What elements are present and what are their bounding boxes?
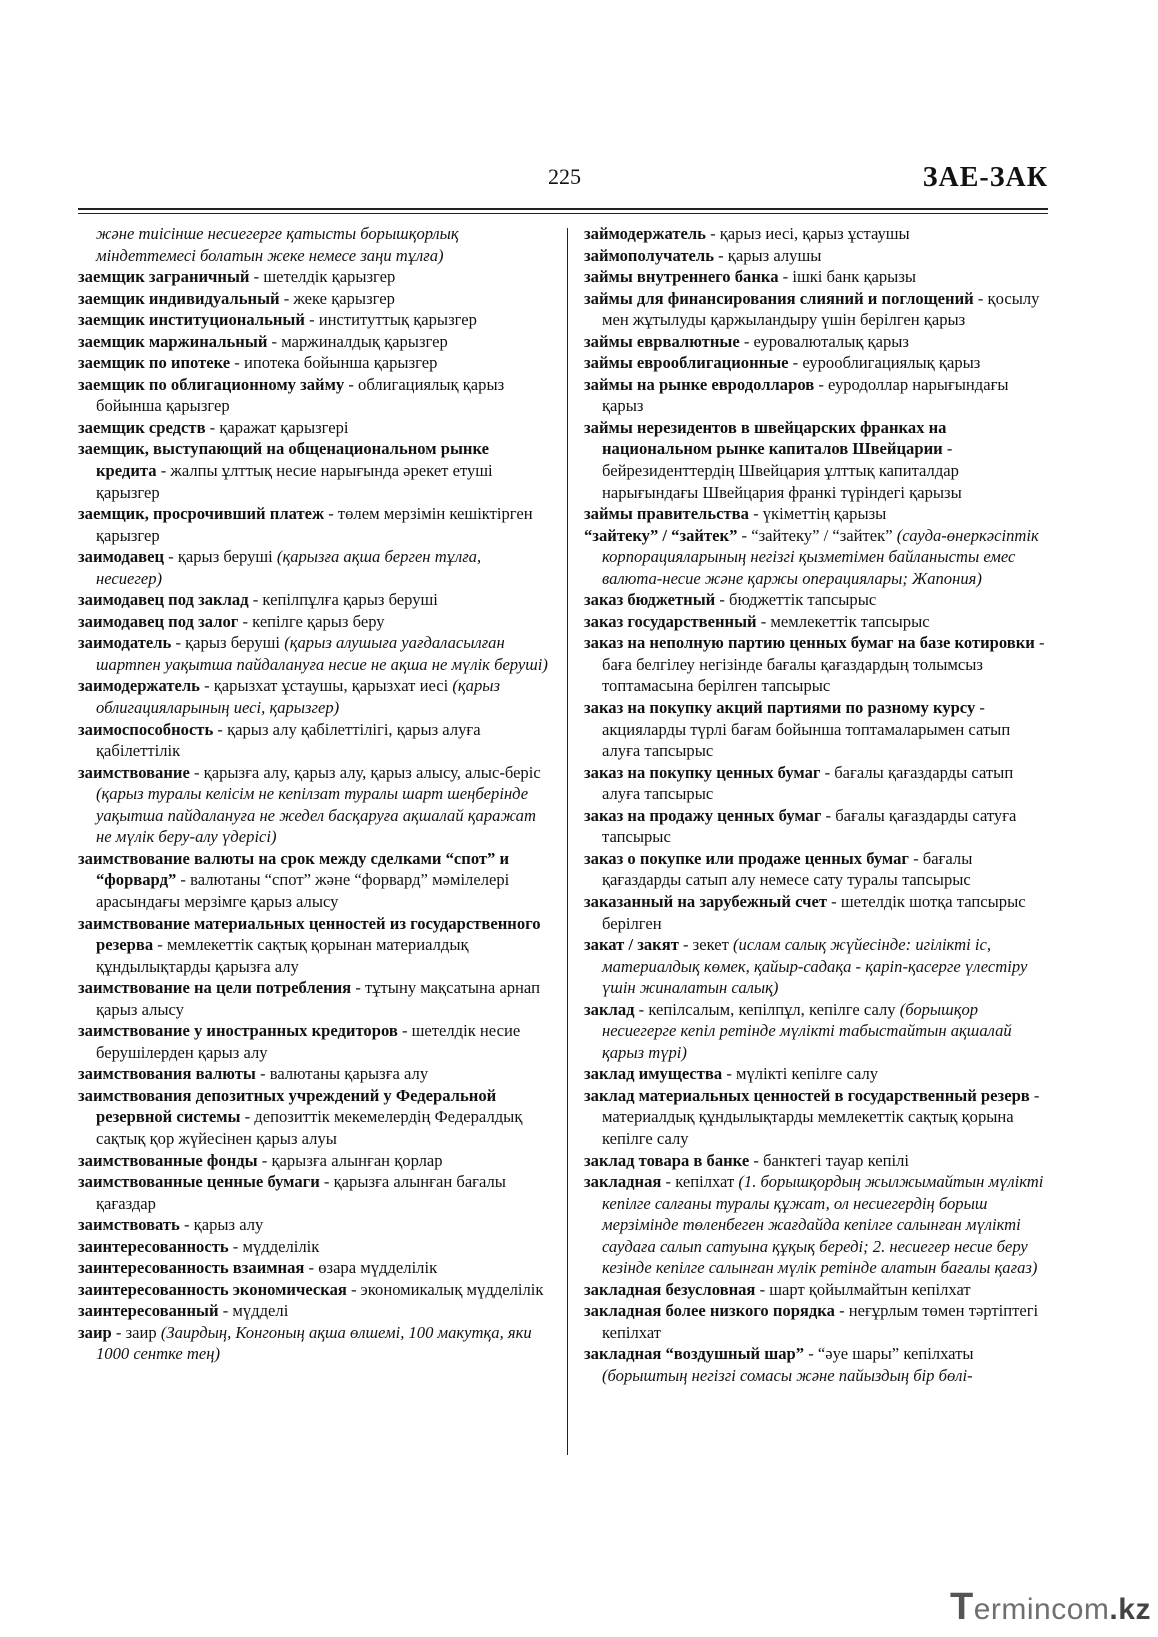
entry-term: заклад товара в банке xyxy=(584,1150,750,1170)
dictionary-entry xyxy=(584,1300,1052,1343)
entry-term: заемщик институциональный xyxy=(78,310,305,330)
dictionary-entry xyxy=(78,1063,550,1085)
entry-term: заинтересованность взаимная xyxy=(78,1258,305,1278)
dictionary-entry xyxy=(78,589,550,611)
dictionary-entry xyxy=(78,1171,550,1214)
dictionary-entry xyxy=(78,1322,550,1365)
dictionary-entry xyxy=(78,611,550,633)
entry-note: (борышқор несиегерге кепіл ретінде мүлікті табыстайтын ақшалай қарыз түрі) xyxy=(602,999,1012,1062)
dictionary-entry xyxy=(78,675,550,718)
entry-term: закладная безусловная xyxy=(584,1279,756,1299)
dictionary-entry xyxy=(584,697,1052,762)
termincom-logo xyxy=(950,1586,1151,1629)
entry-term: займодержатель xyxy=(584,224,706,243)
entry-definition: - еурооблигациялық қарыз xyxy=(788,353,981,373)
dictionary-entry xyxy=(78,288,550,310)
entry-definition: - қарызға алынған қорлар xyxy=(257,1150,443,1170)
entry-term: заимствование материальных ценностей из государственного резерва xyxy=(78,913,541,955)
dictionary-entry xyxy=(584,999,1052,1064)
entry-term: закладная “воздушный шар” xyxy=(584,1344,805,1364)
entry-term: заказ о покупке или продаже ценных бумаг xyxy=(584,848,909,868)
entry-term: заемщик заграничный xyxy=(78,267,250,287)
entry-term: заимодавец xyxy=(78,547,165,567)
entry-term: займополучатель xyxy=(584,245,714,265)
entry-definition: - шетелдік несие берушілерден қарыз алу xyxy=(96,1021,521,1062)
section-range: ЗАЕ-ЗАК xyxy=(922,162,1048,193)
entry-term: займы внутреннего банка xyxy=(584,267,779,287)
entry-term: заклад имущества xyxy=(584,1064,723,1084)
entry-term: заинтересованный xyxy=(78,1301,219,1321)
entry-term: заимствованные фонды xyxy=(78,1150,258,1170)
entry-term: заимодержатель xyxy=(78,676,200,696)
entry-note: (1. борышқордың жылжымайтын мүлікті кепілге салғаны туралы құжат, ол несиегердің борыш мерзімінде төленбеген жағдайда кепілге салынған мүлікті саудаға салып сатуына құқық береді; 2. несиегер несие беру кезінде кепілге салынған мүлік ретінде алатын бағалы қағаз) xyxy=(602,1172,1044,1278)
dictionary-entry xyxy=(78,719,550,762)
dictionary-entry xyxy=(584,503,1052,525)
dictionary-entry xyxy=(78,374,550,417)
entry-definition: - тұтыну мақсатына арнап қарыз алысу xyxy=(96,978,540,1019)
entry-definition: - үкіметтің қарызы xyxy=(748,504,887,524)
entry-definition: - маржиналдық қарызгер xyxy=(267,331,448,351)
entry-definition: - шарт қойылмайтын кепілхат xyxy=(755,1279,971,1299)
dictionary-entry xyxy=(78,1085,550,1150)
entry-note: (ислам салық жүйесінде: игілікті іс, материалдық көмек, қайыр-садақа - қаріп-қасерге үлестіру үшін жиналатын салық) xyxy=(602,935,1028,998)
entry-definition: - бюджеттік тапсырыс xyxy=(715,590,877,610)
dictionary-entry xyxy=(78,1214,550,1236)
entry-definition: - кепілпұлға қарыз беруші xyxy=(248,590,438,610)
dictionary-entry xyxy=(584,374,1052,417)
dictionary-entry xyxy=(584,632,1052,697)
entry-term: заимствование xyxy=(78,762,190,782)
entry-definition: - жалпы ұлттық несие нарығында әрекет етуші қарызгер xyxy=(96,461,493,502)
entry-definition: - “зайтеку” / “зайтек” xyxy=(737,525,897,545)
entry-term: заимствование на цели потребления xyxy=(78,978,352,998)
entry-definition: - төлем мерзімін кешіктірген қарызгер xyxy=(96,504,533,545)
entry-term: займы еврооблигационные xyxy=(584,353,789,373)
dictionary-entry xyxy=(584,223,1052,245)
dictionary-entry xyxy=(584,1171,1052,1279)
entry-definition: - қарызға алу, қарыз алу, қарыз алысу, алыс-беріс xyxy=(189,762,541,782)
entry-term: заинтересованность экономическая xyxy=(78,1279,347,1299)
entry-definition: - валютаны “спот” және “форвард” мәмілелері арасындағы мерзімге қарыз алысу xyxy=(96,870,510,911)
entry-note: (қарыз туралы келісім не кепілзат туралы шарт шеңберінде уақытша пайдалануға не жедел басқаруға ақшалай қаражат не мүлік беру-алу үдерісі) xyxy=(96,784,536,847)
entry-definition: - кепілхат xyxy=(661,1172,739,1192)
entry-definition: - экономикалық мүдделілік xyxy=(346,1279,544,1299)
dictionary-entry xyxy=(584,934,1052,999)
header-rule-thick xyxy=(78,208,1048,210)
entry-note: (сауда-өнеркәсіптік корпорацияларының негізгі қызметімен байланысты емес валюта-несие және қаржы операциялары; Жапония) xyxy=(602,525,1039,588)
entry-term: займы на рынке евродолларов xyxy=(584,374,815,394)
entry-term: займы правительства xyxy=(584,504,749,524)
dictionary-entry xyxy=(584,1063,1052,1085)
dictionary-entry xyxy=(584,1085,1052,1150)
entry-definition: - “әуе шары” кепілхаты xyxy=(804,1344,974,1364)
entry-term: заир xyxy=(78,1322,112,1342)
entry-term: займы для финансирования слияний и поглощений xyxy=(584,288,974,308)
dictionary-entry xyxy=(584,352,1052,374)
entry-term: заимствованные ценные бумаги xyxy=(78,1172,320,1192)
entry-definition: - акцияларды түрлі бағам бойынша топтамаларымен сатып алуға тапсырыс xyxy=(602,698,1011,761)
dictionary-entry xyxy=(584,611,1052,633)
entry-definition: - бағалы қағаздарды сатуға тапсырыс xyxy=(602,805,1017,847)
entry-definition: - баға белгілеу негізінде бағалы қағаздардың толымсыз топтамасына берілген тапсырыс xyxy=(602,633,1045,696)
dictionary-entry xyxy=(78,331,550,353)
page-header xyxy=(78,160,1048,206)
dictionary-entry xyxy=(78,1236,550,1258)
entry-definition: - қарыз алу xyxy=(179,1215,264,1235)
entry-term: заемщик, просрочивший платеж xyxy=(78,504,325,524)
entry-term: заемщик индивидуальный xyxy=(78,288,280,308)
entry-note: (борыштың негізгі сомасы және пайыздың бір бөлі- xyxy=(602,1365,973,1385)
entry-definition: - бағалы қағаздарды сатып алу немесе сату туралы тапсырыс xyxy=(602,848,973,890)
entry-definition: - мүлікті кепілге салу xyxy=(722,1064,879,1084)
entry-definition: - жеке қарызгер xyxy=(279,288,395,308)
dictionary-entry xyxy=(78,223,550,266)
entry-definition: - институттық қарызгер xyxy=(304,310,477,330)
entry-term: займы еврвалютные xyxy=(584,331,740,351)
entry-note: (қарызға ақша берген тұлға, несиегер) xyxy=(96,547,482,588)
dictionary-entry xyxy=(584,891,1052,934)
entry-definition: - бағалы қағаздарды сатып алуға тапсырыс xyxy=(602,762,1014,804)
entry-definition: - ішкі банк қарызы xyxy=(778,267,917,287)
logo-name: ermincom xyxy=(973,1593,1110,1626)
entry-definition: - мүдделілік xyxy=(228,1236,320,1256)
dictionary-entry xyxy=(78,848,550,913)
dictionary-entry xyxy=(584,1279,1052,1301)
dictionary-entry xyxy=(584,805,1052,848)
dictionary-entry xyxy=(78,352,550,374)
right-column xyxy=(584,223,1052,1387)
entry-definition: - мемлекеттік тапсырыс xyxy=(756,611,930,631)
dictionary-entry xyxy=(584,266,1052,288)
entry-term: заемщик, выступающий на общенациональном рынке кредита xyxy=(78,439,489,481)
entry-term: заимствования депозитных учреждений у Федеральной резервной системы xyxy=(78,1085,497,1127)
entry-definition: - қарыз иесі, қарыз ұстаушы xyxy=(705,224,910,243)
entry-note: және тиісінше несиегерге қатысты борышқорлық міндеттемесі болатын жеке немесе заңи тұлға) xyxy=(96,224,459,265)
entry-note: (қарыз алушыға уағдаласылған шартпен уақытша пайдалануға несие не ақша не мүлік беруші) xyxy=(96,633,548,674)
entry-definition: - ипотека бойынша қарызгер xyxy=(230,353,438,373)
entry-definition: - заир xyxy=(111,1322,161,1342)
column-divider xyxy=(567,228,568,1455)
entry-definition: - қарызға алынған бағалы қағаздар xyxy=(96,1172,506,1213)
entry-definition: - зекет xyxy=(678,935,734,955)
entry-term: заимствование у иностранных кредиторов xyxy=(78,1021,398,1041)
entry-definition: - депозиттік мекемелердің Федералдық сақтық қор жүйесінен қарыз алуы xyxy=(96,1107,523,1148)
entry-definition: - еуродоллар нарығындағы қарыз xyxy=(602,374,1009,416)
dictionary-entry xyxy=(78,546,550,589)
entry-term: заимствование валюты на срок между сделками “спот” и “форвард” xyxy=(78,848,510,890)
entry-term: заемщик средств xyxy=(78,417,206,437)
entry-definition: - еуровалюталық қарыз xyxy=(739,331,909,351)
dictionary-entry xyxy=(78,762,550,848)
dictionary-entry xyxy=(584,1343,1052,1386)
entry-definition: - мемлекеттік сақтық қорынан материалдық құндылықтарды қарызға алу xyxy=(96,935,469,976)
dictionary-entry xyxy=(78,1150,550,1172)
entry-definition: - банктегі тауар кепілі xyxy=(749,1150,909,1170)
entry-definition: - қарыз алушы xyxy=(713,245,822,265)
entry-definition: - қарыз алу қабілеттілігі, қарыз алуға қабілеттілік xyxy=(96,719,481,761)
entry-term: заказ на неполную партию ценных бумаг на базе котировки xyxy=(584,633,1035,653)
dictionary-entry xyxy=(78,503,550,546)
dictionary-entry xyxy=(584,848,1052,891)
entry-definition: - кепілге қарыз беру xyxy=(238,611,385,631)
dictionary-entry xyxy=(78,1300,550,1322)
entry-term: заемщик по облигационному займу xyxy=(78,374,345,394)
entry-definition: - шетелдік шотқа тапсырыс берілген xyxy=(602,891,1026,933)
entry-term: заклад материальных ценностей в государственный резерв xyxy=(584,1085,1030,1105)
entry-definition: - қарыз беруші xyxy=(171,633,285,653)
entry-definition: - бейрезиденттердің Швейцария ұлттық капиталдар нарығындағы Швейцария франкі түріндегі қарызы xyxy=(602,439,962,502)
entry-term: заказ государственный xyxy=(584,611,757,631)
entry-definition: - қарыз беруші xyxy=(164,547,277,567)
dictionary-entry xyxy=(78,632,550,675)
dictionary-entry xyxy=(584,288,1052,331)
entry-term: закат / закят xyxy=(584,935,679,955)
entry-term: закладная xyxy=(584,1172,662,1192)
dictionary-entry xyxy=(78,438,550,503)
entry-term: заказ бюджетный xyxy=(584,590,716,610)
dictionary-entry xyxy=(78,977,550,1020)
entry-note: (қарыз облигацияларының иесі, қарызгер) xyxy=(96,676,500,718)
entry-term: займы нерезидентов в швейцарских франках на национальном рынке капиталов Швейцарии xyxy=(584,417,947,459)
dictionary-entry xyxy=(78,913,550,978)
entry-definition: - шетелдік қарызгер xyxy=(249,267,396,287)
entry-definition: - қосылу мен жұтылуды қаржыландыру үшін берілген қарыз xyxy=(602,288,1040,330)
entry-definition: - кепілсалым, кепілпұл, кепілге салу xyxy=(634,999,900,1019)
dictionary-entry xyxy=(584,1150,1052,1172)
logo-initial: T xyxy=(950,1586,974,1628)
entry-definition: - облигациялық қарыз бойынша қарызгер xyxy=(96,374,505,416)
entry-term: заемщик маржинальный xyxy=(78,331,268,351)
logo-domain: .kz xyxy=(1109,1593,1151,1626)
dictionary-entry xyxy=(584,589,1052,611)
entry-term: заимодавец под залог xyxy=(78,611,239,631)
dictionary-entry xyxy=(78,1279,550,1301)
dictionary-entry xyxy=(584,331,1052,353)
dictionary-entry xyxy=(584,245,1052,267)
dictionary-entry xyxy=(78,1020,550,1063)
dictionary-entry xyxy=(584,417,1052,503)
entry-definition: - валютаны қарызға алу xyxy=(255,1064,429,1084)
entry-term: заклад xyxy=(584,999,635,1019)
entry-term: заказ на покупку акций партиями по разному курсу xyxy=(584,698,976,718)
entry-term: заинтересованность xyxy=(78,1236,229,1256)
left-column xyxy=(78,223,550,1365)
entry-term: заемщик по ипотеке xyxy=(78,353,231,373)
entry-term: заимодатель xyxy=(78,633,172,653)
dictionary-entry xyxy=(78,1257,550,1279)
entry-term: закладная более низкого порядка xyxy=(584,1301,835,1321)
dictionary-entry xyxy=(584,525,1052,590)
dictionary-entry xyxy=(78,417,550,439)
entry-definition: - өзара мүдделілік xyxy=(304,1258,438,1278)
dictionary-entry xyxy=(78,309,550,331)
entry-term: заимоспособность xyxy=(78,719,214,739)
entry-definition: - материалдық құндылықтарды мемлекеттік сақтық қорына кепілге салу xyxy=(602,1085,1040,1148)
entry-definition: - қарызхат ұстаушы, қарызхат иесі xyxy=(199,676,453,696)
entry-term: заимствовать xyxy=(78,1215,180,1235)
entry-term: заказанный на зарубежный счет xyxy=(584,891,827,911)
entry-term: заказ на продажу ценных бумаг xyxy=(584,805,822,825)
dictionary-entry xyxy=(584,762,1052,805)
entry-note: (Заирдың, Конгоның ақша өлшемі, 100 макутқа, яки 1000 сентке тең) xyxy=(96,1322,532,1364)
entry-term: заимодавец под заклад xyxy=(78,590,249,610)
entry-term: “зайтеку” / “зайтек” xyxy=(584,525,738,545)
entry-definition: - мүдделі xyxy=(218,1301,289,1321)
entry-term: заимствования валюты xyxy=(78,1064,256,1084)
entry-definition: - неғұрлым төмен тәртіптегі кепілхат xyxy=(602,1301,1039,1342)
header-rule-thin xyxy=(78,213,1048,214)
dictionary-entry xyxy=(78,266,550,288)
page-number: 225 xyxy=(548,164,581,189)
entry-term: заказ на покупку ценных бумаг xyxy=(584,762,821,782)
entry-definition: - қаражат қарызгері xyxy=(205,417,349,437)
